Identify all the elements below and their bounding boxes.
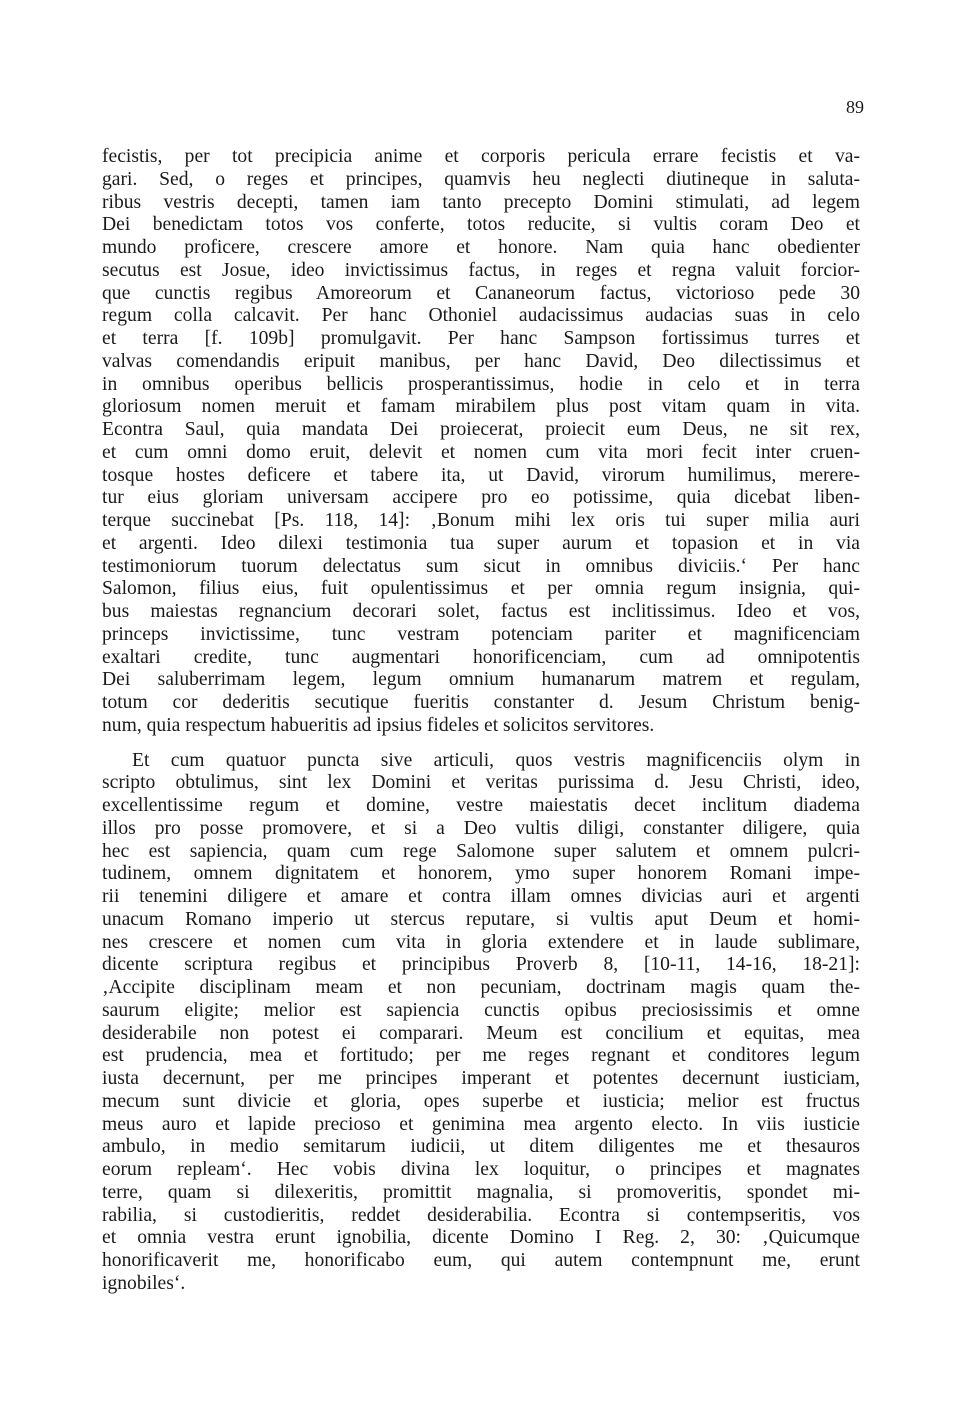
text-line: mecum sunt divicie et gloria, opes superbe et iusticia; melior est fructus (102, 1090, 860, 1112)
text-line: ignobiles‘. (102, 1272, 186, 1294)
text-line: in omnibus operibus bellicis prosperantissimus, hodie in celo et in terra (102, 373, 860, 395)
paragraph (102, 750, 860, 1296)
text-line: gloriosum nomen meruit et famam mirabilem plus post vitam quam in vita. (102, 396, 860, 418)
text-line: num, quia respectum habueritis ad ipsius fideles et solicitos servitores. (102, 714, 655, 736)
text-line: bus maiestas regnancium decorari solet, factus est inclitissimus. Ideo et vos, (102, 601, 860, 622)
text-line: ‚Accipite disciplinam meam et non pecuniam, doctrinam magis quam the- (102, 977, 860, 998)
text-line: desiderabile non potest ei comparari. Meum est concilium et equitas, mea (102, 1022, 860, 1044)
text-line: et terra [f. 109b] promulgavit. Per hanc Sampson fortissimus turres et (102, 328, 860, 349)
text-line: valvas comendandis eripuit manibus, per hanc David, Deo dilectissimus et (102, 350, 860, 372)
text-line: iusta decernunt, per me principes imperant et potentes decernunt iusticiam, (102, 1068, 860, 1089)
text-line: terre, quam si dilexeritis, promittit magnalia, si promoveritis, spondet mi- (102, 1181, 860, 1203)
text-line: mundo proficere, crescere amore et honore. Nam quia hanc obedienter (102, 237, 860, 258)
text-line: Salomon, filius eius, fuit opulentissimus et per omnia regum insignia, qui- (102, 578, 860, 600)
text-line: excellentissime regum et domine, vestre maiestatis decet inclitum diadema (102, 795, 860, 816)
text-line: Dei benedictam totos vos conferte, totos reducite, si vultis coram Deo et (102, 214, 860, 236)
text-line: secutus est Josue, ideo invictissimus factus, in reges et regna valuit forcior- (102, 259, 860, 281)
text-line: meus auro et lapide precioso et genimina mea argento electo. In viis iusticie (102, 1113, 860, 1135)
text-line: tosque hostes deficere et tabere ita, ut David, virorum humilimus, merere- (102, 464, 860, 486)
page-number: 89 (846, 97, 864, 117)
text-line: tur eius gloriam universam accipere pro eo potissime, quia dicebat liben- (102, 487, 860, 509)
text-line: tudinem, omnem dignitatem et honorem, ymo super honorem Romani impe- (102, 863, 860, 885)
text-line: terque succinebat [Ps. 118, 14]: ‚Bonum mihi lex oris tui super milia auri (102, 510, 860, 531)
text-line: fecistis, per tot precipicia anime et corporis pericula errare fecistis et va- (102, 146, 860, 167)
text-line: eorum repleam‘. Hec vobis divina lex loquitur, o principes et magnates (102, 1159, 860, 1180)
text-line: testimoniorum tuorum delectatus sum sicut in omnibus diviciis.‘ Per hanc (102, 555, 860, 577)
text-line: Econtra Saul, quia mandata Dei proiecerat, proiecit eum Deus, ne sit rex, (102, 419, 860, 440)
text-line: Dei saluberrimam legem, legum omnium humanarum matrem et regulam, (102, 669, 860, 691)
text-line: scripto obtulimus, sint lex Domini et veritas purissima d. Jesu Christi, ideo, (102, 772, 860, 794)
text-line: rii tenemini diligere et amare et contra illam omnes divicias auri et argenti (102, 886, 860, 907)
text-line: ambulo, in medio semitarum iudicii, ut ditem diligentes me et thesauros (102, 1136, 860, 1158)
text-line: dicente scriptura regibus et principibus Proverb 8, [10-11, 14-16, 18-21]: (102, 954, 860, 976)
text-line: princeps invictissime, tunc vestram potenciam pariter et magnificenciam (102, 623, 860, 645)
text-line: et omnia vestra erunt ignobilia, dicente Domino I Reg. 2, 30: ‚Quicumque (102, 1227, 860, 1249)
text-line: regum colla calcavit. Per hanc Othoniel audacissimus audacias suas in celo (102, 305, 860, 327)
text-line: exaltari credite, tunc augmentari honorificenciam, cum ad omnipotentis (102, 646, 860, 668)
text-line: illos pro posse promovere, et si a Deo vultis diligi, constanter diligere, quia (102, 817, 860, 839)
text-line: saurum eligite; melior est sapiencia cunctis opibus preciosissimis et omne (102, 999, 860, 1021)
text-line: rabilia, si custodieritis, reddet desiderabilia. Econtra si contempseritis, vos (102, 1204, 860, 1226)
text-line: ribus vestris decepti, tamen iam tanto precepto Domini stimulati, ad legem (102, 191, 860, 213)
text-line: Et cum quatuor puncta sive articuli, quos vestris magnificenciis olym in (132, 749, 860, 771)
text-line: honorificaverit me, honorificabo eum, qui autem contempnunt me, erunt (102, 1250, 860, 1271)
text-line: nes crescere et nomen cum vita in gloria extendere et in laude sublimare, (102, 931, 860, 953)
text-line: totum cor dederitis secutique fueritis constanter d. Jesum Christum benig- (102, 692, 860, 713)
text-line: et argenti. Ideo dilexi testimonia tua super aurum et topasion et in via (102, 532, 860, 554)
paragraph (102, 146, 860, 738)
text-line: unacum Romano imperio ut stercus reputare, si vultis aput Deum et homi- (102, 908, 860, 930)
text-line: gari. Sed, o reges et principes, quamvis heu neglecti diutineque in saluta- (102, 168, 860, 190)
text-line: que cunctis regibus Amoreorum et Cananeorum factus, victorioso pede 30 (102, 282, 860, 304)
body-text (102, 146, 860, 1296)
text-line: et cum omni domo eruit, delevit et nomen cum vita mori fecit inter cruen- (102, 441, 860, 463)
paragraph-gap (102, 738, 860, 750)
text-line: hec est sapiencia, quam cum rege Salomone super salutem et omnem pulcri- (102, 840, 860, 862)
text-line: est prudencia, mea et fortitudo; per me reges regnant et conditores legum (102, 1045, 860, 1067)
